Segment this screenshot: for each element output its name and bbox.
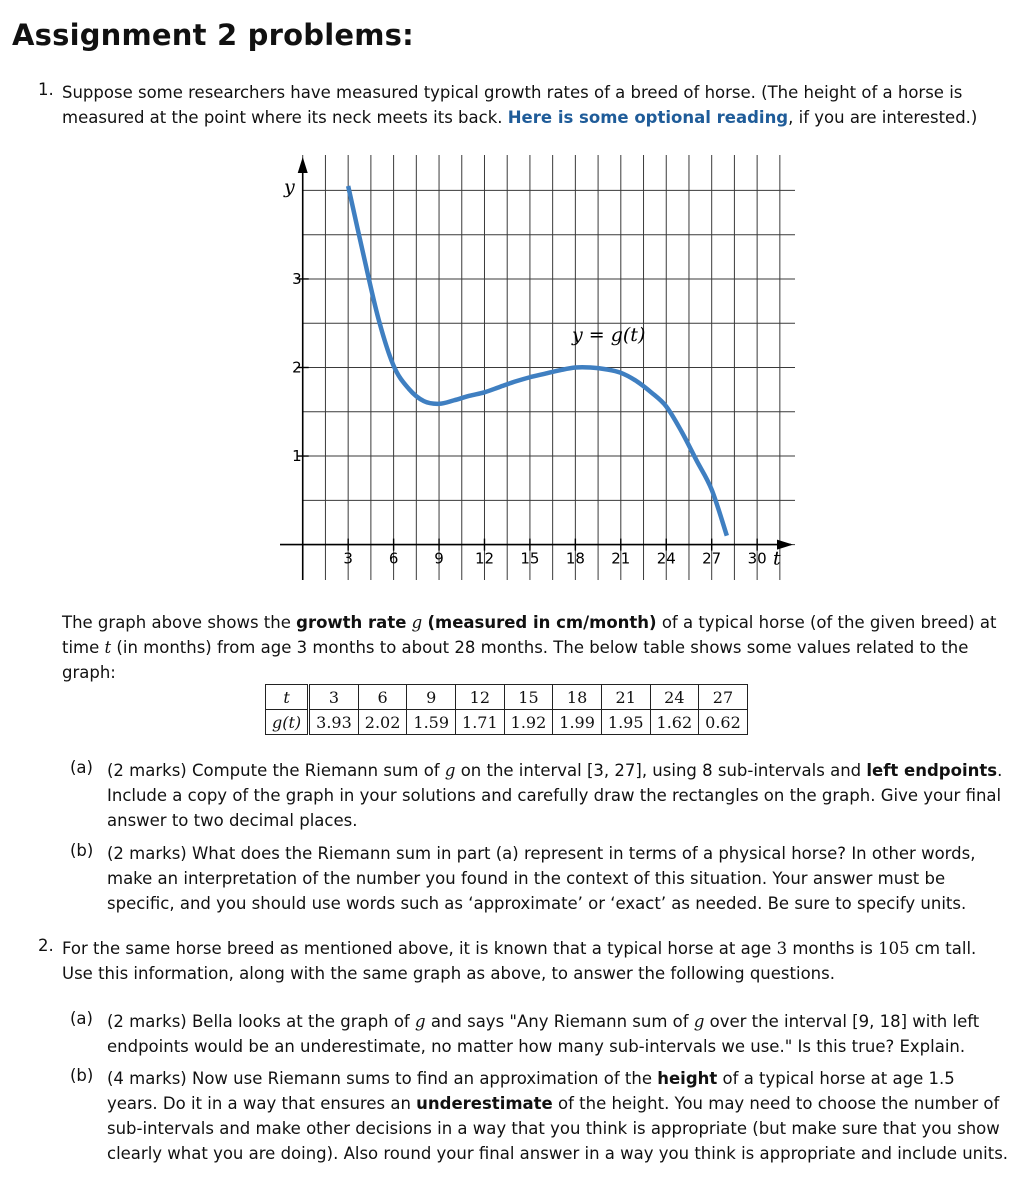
description-line-1: The graph above shows the growth rate g (measured in cm/month) of a typical horse (of the given breed) at [62,613,997,632]
table-cell: 1.59 [407,710,456,735]
x-tick-label: 9 [434,549,444,568]
part-1b-label: (b) [70,841,94,860]
part-1a-text: (2 marks) Compute the Riemann sum of g on the interval [3, 27], using 8 sub-intervals and left endpoints. Include a copy of the graph in your solutions and carefully draw the rectangles on the graph. Give your final answer to two decimal places. [107,761,1003,830]
table-cell: 12 [456,685,505,710]
question-2-number: 2. [38,936,54,955]
part-2a-text: (2 marks) Bella looks at the graph of g and says "Any Riemann sum of g over the interval [9, 18] with left endpoints would be an underestimate, no matter how many sub-intervals we use." Is this true? Explain. [107,1012,980,1056]
y-axis-label: y [283,176,295,198]
growth-rate-graph [280,155,795,580]
x-tick-label: 3 [343,549,353,568]
x-tick-label: 24 [656,549,676,568]
part-1b-text: (2 marks) What does the Riemann sum in part (a) represent in terms of a physical horse? In other words, make an interpretation of the number you found in the context of this situation. Your answer must be specific, and you should use words such as ‘approximate’ or ‘exact’ as needed. Be sure to specify units. [107,844,976,913]
intro-line-1: Suppose some researchers have measured typical growth rates of a breed of horse. (The height of a horse is [62,83,963,102]
table-header-g: g(t) [266,710,309,735]
x-tick-label: 27 [702,549,722,568]
x-tick-label: 30 [747,549,767,568]
table-cell: 27 [699,685,748,710]
table-cell: 1.71 [456,710,505,735]
x-axis-label: t [773,547,781,570]
table-cell: 24 [650,685,699,710]
table-cell: 21 [601,685,650,710]
optional-reading-link[interactable]: Here is some optional reading [507,108,789,127]
y-tick-label: 1 [292,447,302,466]
description-line-2: time t (in months) from age 3 months to about 28 months. The below table shows some values related to the [62,638,969,657]
table-cell: 3 [309,685,359,710]
table-cell: 1.95 [601,710,650,735]
graph-description [62,610,1017,685]
question-1-number: 1. [38,80,54,99]
table-cell: 2.02 [358,710,407,735]
table-cell: 1.62 [650,710,699,735]
table-header-t: t [266,685,309,710]
y-tick-label: 2 [292,358,302,377]
table-cell: 1.99 [553,710,602,735]
table-cell: 6 [358,685,407,710]
table-cell: 3.93 [309,710,359,735]
x-tick-label: 18 [565,549,585,568]
table-cell: 0.62 [699,710,748,735]
x-tick-label: 15 [520,549,540,568]
part-2a-label: (a) [70,1009,93,1028]
series-line-g [348,186,727,536]
values-table [265,684,748,735]
table-cell: 18 [553,685,602,710]
x-tick-label: 12 [474,549,495,568]
part-2b-label: (b) [70,1066,94,1085]
x-tick-label: 6 [388,549,399,568]
table-row-t [266,685,748,710]
y-tick-label: 3 [292,269,302,288]
question-2-intro: For the same horse breed as mentioned above, it is known that a typical horse at age 3 months is 105 cm tall. Use this information, along with the same graph as above, to answer the following questions. [62,939,977,983]
intro-line-2: measured at the point where its neck meets its back. Here is some optional reading, if you are interested.) [62,108,978,127]
description-line-3: graph: [62,663,116,682]
table-cell: 15 [504,685,553,710]
curve-label: y = g(t) [572,323,646,346]
page-title: Assignment 2 problems: [12,18,414,52]
table-row-g [266,710,748,735]
table-cell: 9 [407,685,456,710]
part-2b-text: (4 marks) Now use Riemann sums to find an approximation of the height of a typical horse at age 1.5 years. Do it in a way that ensures an underestimate of the height. You may need to choose the number of sub-intervals and make other decisions in a way that you think is appropriate (but make sure that you show clearly what you are doing). Also round your final answer in a way you think is appropriate and include units. [107,1069,1009,1163]
question-1-intro [62,80,1017,130]
table-cell: 1.92 [504,710,553,735]
y-axis-arrow [298,157,308,173]
x-tick-label: 21 [611,549,631,568]
part-1a-label: (a) [70,758,93,777]
